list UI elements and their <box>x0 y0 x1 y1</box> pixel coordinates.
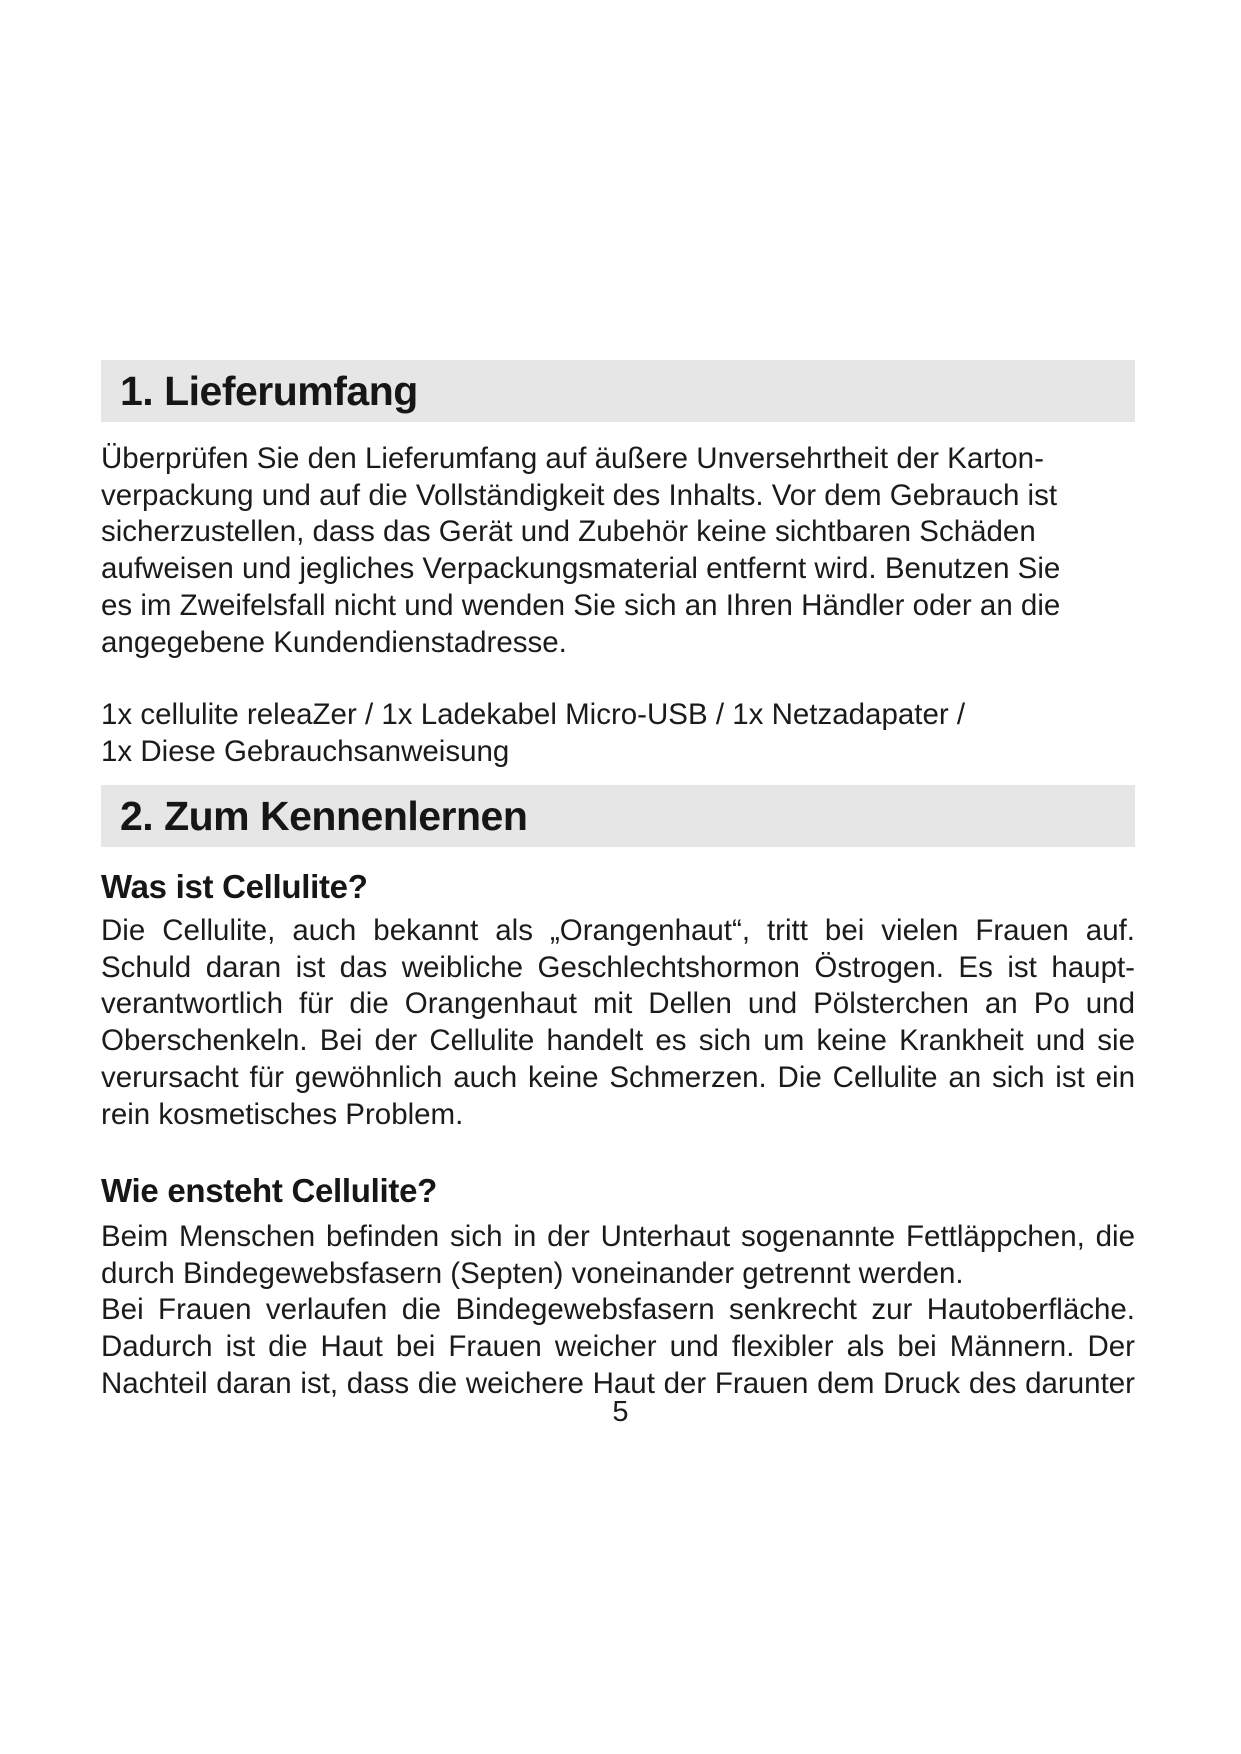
text-line: aufweisen und jegliches Verpackungsmaterial entfernt wird. Benutzen Sie <box>101 552 1061 586</box>
subsection-heading-what-is-cellulite: Was ist Cellulite? <box>101 868 368 905</box>
text-line: es im Zweifelsfall nicht und wenden Sie sich an Ihren Händler oder an die <box>101 588 1061 622</box>
subsection-1-paragraph <box>101 913 1135 1133</box>
subsection-2-paragraph <box>101 1219 1135 1403</box>
contents-list <box>101 697 1141 770</box>
text-line: Schuld daran ist das weibliche Geschlechtshormon Östrogen. Es ist haupt- <box>101 950 1135 984</box>
text-line: verursacht für gewöhnlich auch keine Schmerzen. Die Cellulite an sich ist ein <box>101 1060 1135 1094</box>
text-line: Die Cellulite, auch bekannt als „Orangenhaut“, tritt bei vielen Frauen auf. <box>101 914 1135 947</box>
text-line: verpackung und auf die Vollständigkeit des Inhalts. Vor dem Gebrauch ist <box>101 478 1058 512</box>
section-1-title: 1. Lieferumfang <box>120 368 418 414</box>
subsection-heading-how-cellulite-forms: Wie ensteht Cellulite? <box>101 1172 437 1209</box>
text-line: durch Bindegewebsfasern (Septen) voneinander getrennt werden. <box>101 1256 964 1290</box>
text-line: Dadurch ist die Haut bei Frauen weicher und flexibler als bei Männern. Der <box>101 1330 1135 1364</box>
text-line: Bei Frauen verlaufen die Bindegewebsfasern senkrecht zur Hautoberfläche. <box>101 1293 1135 1327</box>
section-1-paragraph <box>101 441 1141 661</box>
text-line: Nachteil daran ist, dass die weichere Haut der Frauen dem Druck des darunter <box>101 1366 1135 1400</box>
text-line: rein kosmetisches Problem. <box>101 1097 464 1131</box>
text-line: sicherzustellen, dass das Gerät und Zubehör keine sichtbaren Schäden <box>101 515 1036 549</box>
page-number: 5 <box>612 1396 629 1428</box>
text-line: verantwortlich für die Orangenhaut mit Dellen und Pölsterchen an Po und <box>101 987 1135 1021</box>
text-line: Oberschenkeln. Bei der Cellulite handelt es sich um keine Krankheit und sie <box>101 1024 1135 1058</box>
text-line: Beim Menschen befinden sich in der Unterhaut sogenannte Fettläppchen, die <box>101 1220 1135 1253</box>
text-line: 1x Diese Gebrauchsanweisung <box>101 734 510 768</box>
text-line: Überprüfen Sie den Lieferumfang auf äußere Unversehrtheit der Karton- <box>101 442 1044 475</box>
text-line: angegebene Kundendienstadresse. <box>101 625 567 659</box>
text-line: 1x cellulite releaZer / 1x Ladekabel Micro-USB / 1x Netzadapater / <box>101 698 966 731</box>
section-2-title: 2. Zum Kennenlernen <box>120 793 528 839</box>
